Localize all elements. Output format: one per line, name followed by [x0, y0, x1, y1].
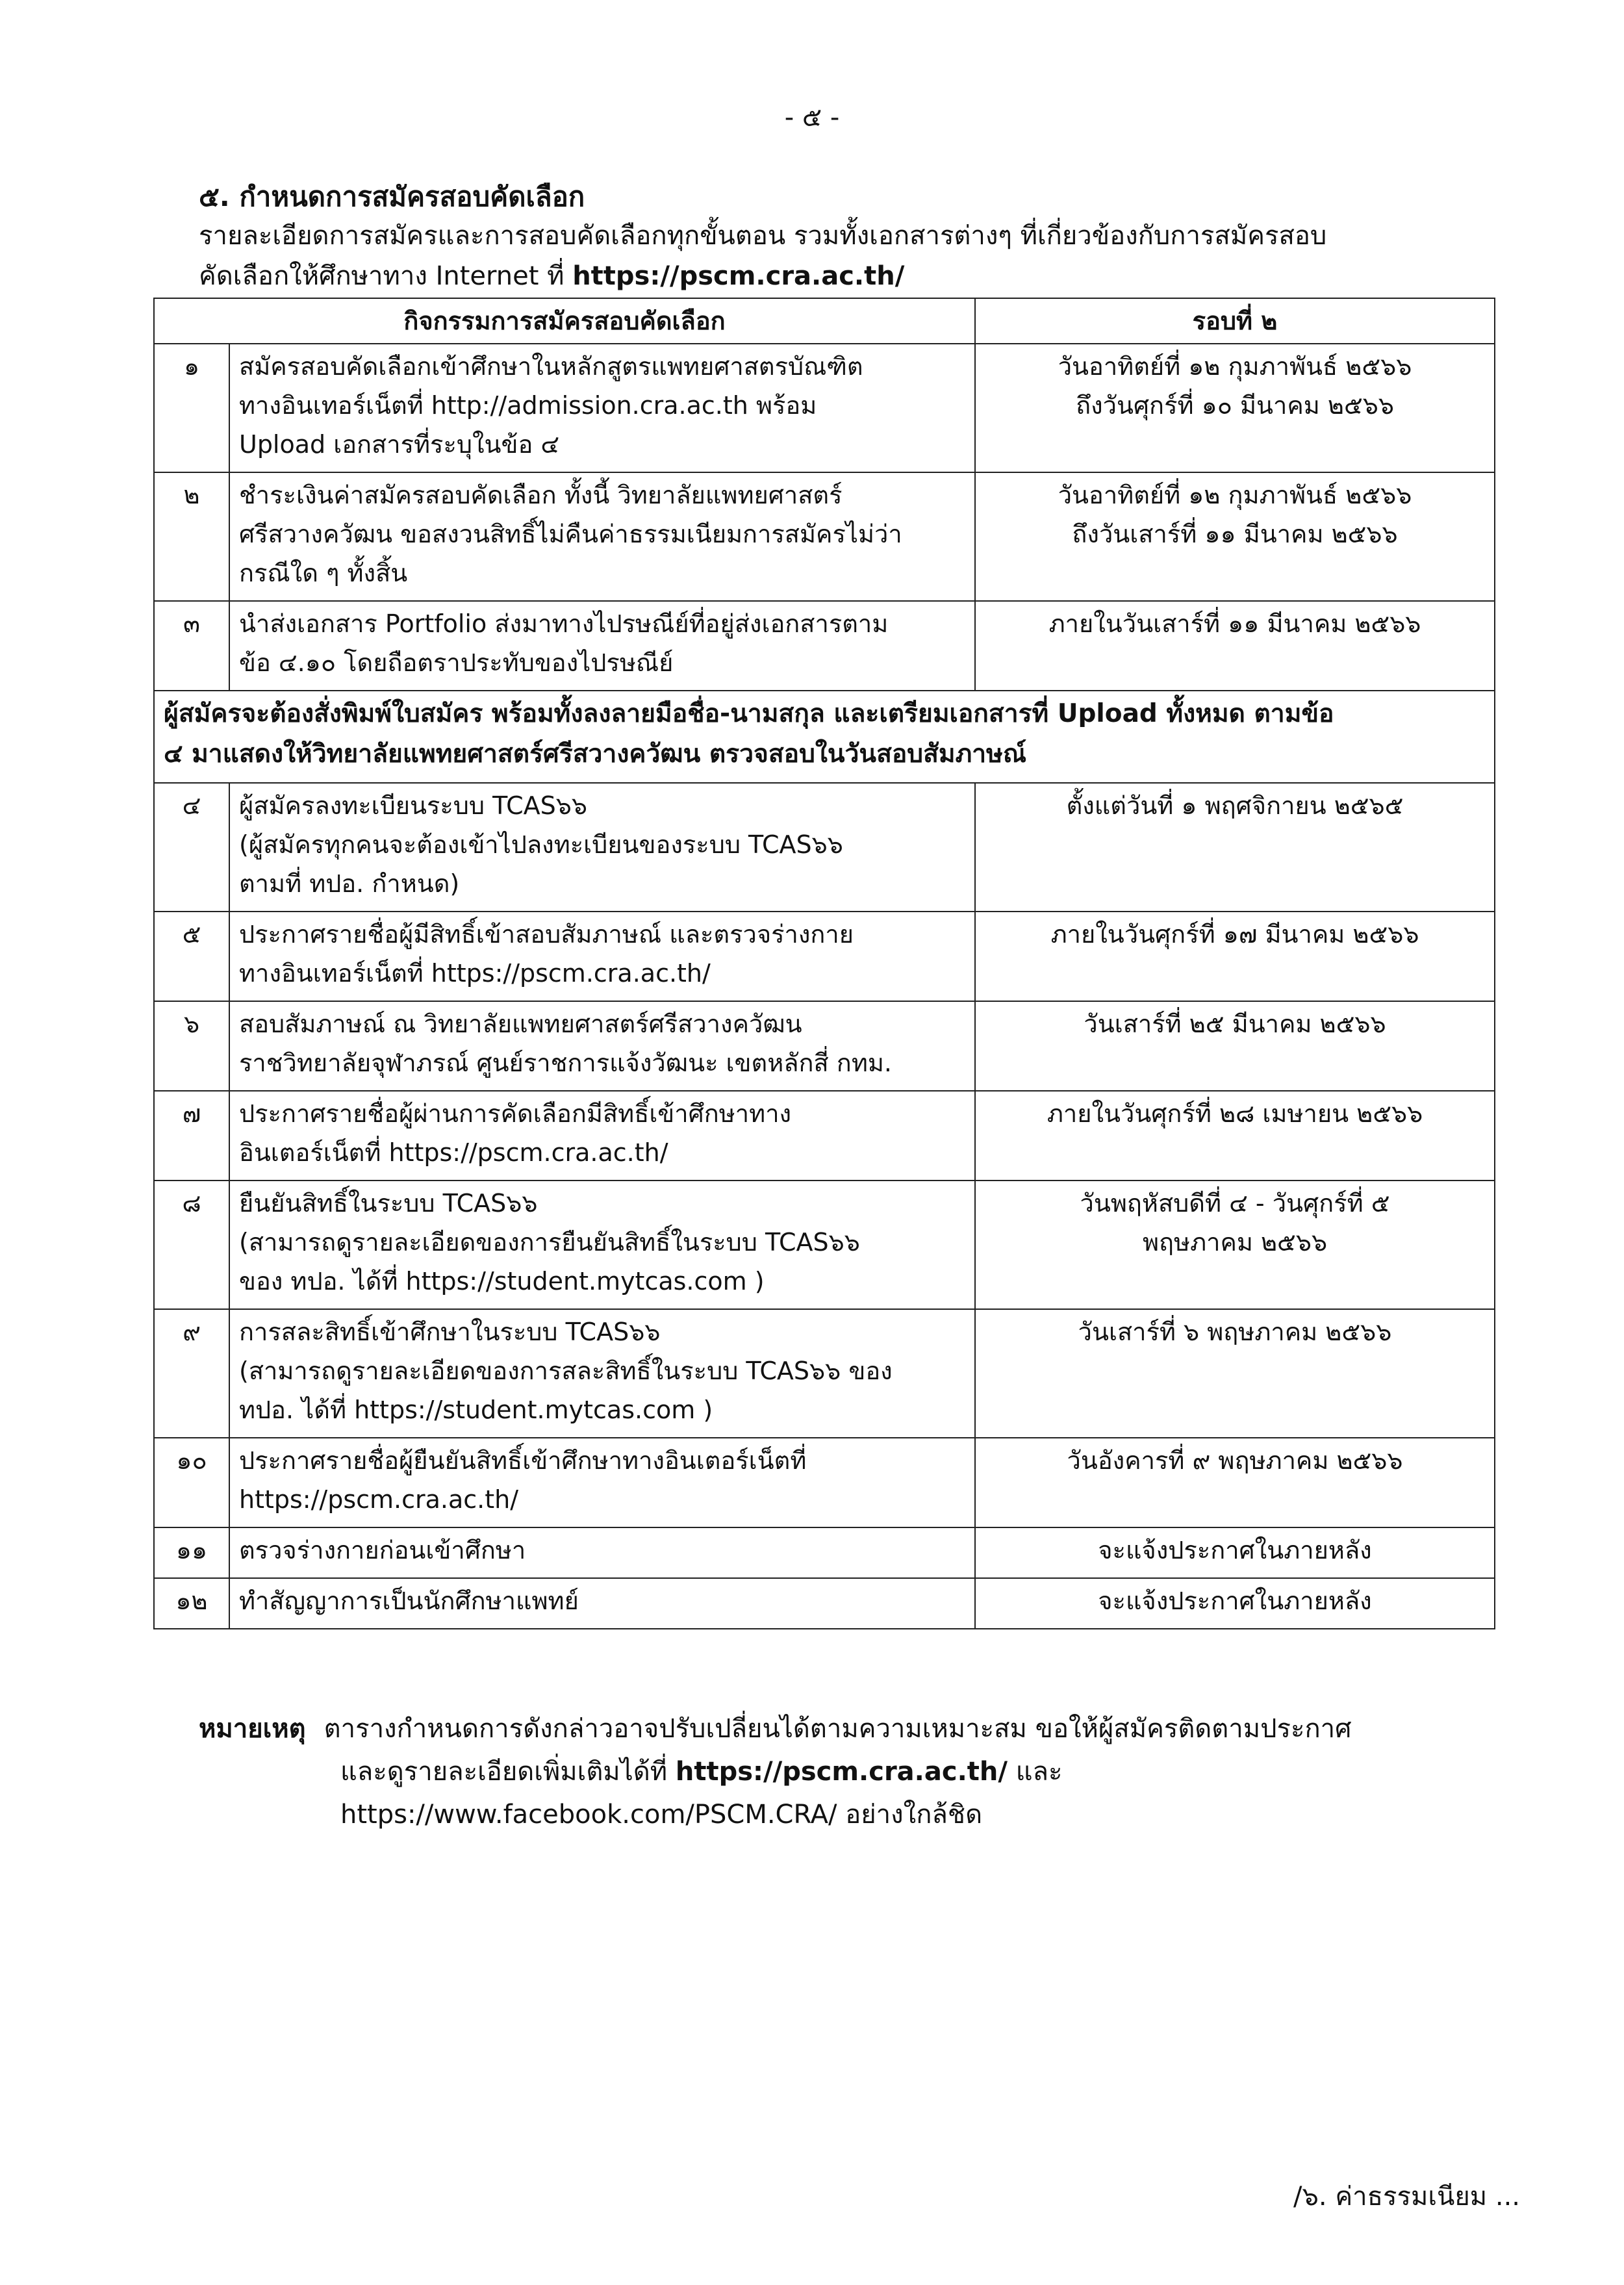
section-intro-line2: [199, 255, 904, 296]
activity-line: ศรีสวางควัฒน ขอสงวนสิทธิ์ไม่คืนค่าธรรมเนียมการสมัครไม่ว่า: [239, 520, 902, 548]
row-number: ๑๐: [154, 1438, 229, 1527]
page-footer: /๖. ค่าธรรมเนียม ...: [1293, 2182, 1520, 2212]
activity-line: การสละสิทธิ์เข้าศึกษาในระบบ TCAS๖๖: [239, 1318, 661, 1346]
date-line: จะแจ้งประกาศในภายหลัง: [1098, 1536, 1372, 1564]
activity-cell: [229, 1527, 975, 1578]
notice-cell: [154, 691, 1495, 783]
row-number: ๘: [154, 1181, 229, 1309]
page-number: - ๕ -: [784, 103, 840, 133]
table-row: [154, 912, 1495, 1001]
header-activity: กิจกรรมการสมัครสอบคัดเลือก: [154, 298, 975, 344]
note-label: หมายเหตุ: [199, 1714, 306, 1744]
row-number: ๑๒: [154, 1578, 229, 1629]
date-cell: [975, 1309, 1495, 1438]
activity-cell: [229, 601, 975, 691]
intro-url-link[interactable]: https://pscm.cra.ac.th/: [572, 261, 905, 291]
note-text2: และดูรายละเอียดเพิ่มเติมได้ที่: [340, 1757, 676, 1787]
activity-line: ยืนยันสิทธิ์ในระบบ TCAS๖๖: [239, 1189, 538, 1218]
table-row: [154, 1309, 1495, 1438]
table-row: [154, 601, 1495, 691]
row-number: ๖: [154, 1001, 229, 1091]
activity-line: ทำสัญญาการเป็นนักศึกษาแพทย์: [239, 1587, 579, 1615]
activity-line: https://pscm.cra.ac.th/: [239, 1485, 519, 1514]
row-number: ๑: [154, 344, 229, 472]
activity-line: อินเตอร์เน็ตที่ https://pscm.cra.ac.th/: [239, 1138, 668, 1167]
activity-line: ชำระเงินค่าสมัครสอบคัดเลือก ทั้งนี้ วิทยาลัยแพทยศาสตร์: [239, 481, 843, 509]
date-cell: [975, 783, 1495, 912]
note-line3[interactable]: https://www.facebook.com/PSCM.CRA/ อย่างใกล้ชิด: [340, 1800, 983, 1830]
note-text2-post: และ: [1007, 1757, 1063, 1787]
date-cell: [975, 1438, 1495, 1527]
table-row: [154, 1001, 1495, 1091]
activity-line: กรณีใด ๆ ทั้งสิ้น: [239, 559, 408, 587]
date-line: ตั้งแต่วันที่ ๑ พฤศจิกายน ๒๕๖๕: [1066, 791, 1404, 820]
activity-line: Upload เอกสารที่ระบุในข้อ ๔: [239, 430, 560, 459]
date-line: ภายในวันเสาร์ที่ ๑๑ มีนาคม ๒๕๖๖: [1048, 609, 1421, 638]
activity-cell: [229, 912, 975, 1001]
activity-cell: [229, 1578, 975, 1629]
activity-cell: [229, 472, 975, 601]
schedule-table: [153, 298, 1495, 1629]
date-line: จะแจ้งประกาศในภายหลัง: [1098, 1587, 1372, 1615]
activity-line: ประกาศรายชื่อผู้มีสิทธิ์เข้าสอบสัมภาษณ์ และตรวจร่างกาย: [239, 920, 854, 949]
activity-cell: [229, 1091, 975, 1181]
date-cell: [975, 1578, 1495, 1629]
date-line: พฤษภาคม ๒๕๖๖: [1142, 1228, 1328, 1257]
activity-line: ทปอ. ได้ที่ https://student.mytcas.com ): [239, 1396, 713, 1424]
activity-line: ผู้สมัครลงทะเบียนระบบ TCAS๖๖: [239, 791, 588, 820]
date-line: วันอังคารที่ ๙ พฤษภาคม ๒๕๖๖: [1067, 1446, 1403, 1475]
activity-line: ประกาศรายชื่อผู้ยืนยันสิทธิ์เข้าศึกษาทางอินเตอร์เน็ตที่: [239, 1446, 807, 1475]
activity-line: (ผู้สมัครทุกคนจะต้องเข้าไปลงทะเบียนของระบบ TCAS๖๖: [239, 830, 843, 859]
date-line: วันพฤหัสบดีที่ ๔ - วันศุกร์ที่ ๕: [1080, 1189, 1390, 1218]
schedule-rows-b: [154, 783, 1495, 1629]
schedule-rows-a: [154, 344, 1495, 691]
table-row: [154, 472, 1495, 601]
activity-cell: [229, 1001, 975, 1091]
table-row: [154, 1091, 1495, 1181]
activity-line: ประกาศรายชื่อผู้ผ่านการคัดเลือกมีสิทธิ์เข้าศึกษาทาง: [239, 1099, 792, 1128]
date-line: ภายในวันศุกร์ที่ ๒๘ เมษายน ๒๕๖๖: [1047, 1099, 1423, 1128]
date-line: วันเสาร์ที่ ๒๕ มีนาคม ๒๕๖๖: [1084, 1010, 1386, 1038]
note-line2: [199, 1750, 1352, 1793]
notice-line: ผู้สมัครจะต้องสั่งพิมพ์ใบสมัคร พร้อมทั้งลงลายมือชื่อ-นามสกุล และเตรียมเอกสารที่ Upload ทั้งหมด ตามข้อ: [164, 699, 1334, 728]
table-row: [154, 1527, 1495, 1578]
table-row: [154, 344, 1495, 472]
notice-line: ๔ มาแสดงให้วิทยาลัยแพทยศาสตร์ศรีสวางควัฒน ตรวจสอบในวันสอบสัมภาษณ์: [164, 739, 1027, 769]
activity-cell: [229, 1309, 975, 1438]
date-cell: [975, 1181, 1495, 1309]
table-row: [154, 1438, 1495, 1527]
date-cell: [975, 1091, 1495, 1181]
date-cell: [975, 912, 1495, 1001]
activity-line: (สามารถดูรายละเอียดของการสละสิทธิ์ในระบบ TCAS๖๖ ของ: [239, 1357, 893, 1385]
table-row: [154, 1578, 1495, 1629]
row-number: ๕: [154, 912, 229, 1001]
table-row: [154, 783, 1495, 912]
date-line: วันอาทิตย์ที่ ๑๒ กุมภาพันธ์ ๒๕๖๖: [1058, 481, 1412, 509]
activity-line: ทางอินเทอร์เน็ตที่ https://pscm.cra.ac.th/: [239, 959, 711, 988]
activity-line: ของ ทปอ. ได้ที่ https://student.mytcas.com ): [239, 1267, 765, 1296]
row-number: ๑๑: [154, 1527, 229, 1578]
row-number: ๒: [154, 472, 229, 601]
note-url-link[interactable]: https://pscm.cra.ac.th/: [675, 1757, 1008, 1787]
activity-line: สมัครสอบคัดเลือกเข้าศึกษาในหลักสูตรแพทยศาสตรบัณฑิต: [239, 352, 863, 381]
note-line1: [199, 1707, 1352, 1750]
notice-row: [154, 691, 1495, 783]
activity-line: ตามที่ ทปอ. กำหนด): [239, 869, 460, 898]
date-cell: [975, 472, 1495, 601]
row-number: ๗: [154, 1091, 229, 1181]
date-line: ถึงวันศุกร์ที่ ๑๐ มีนาคม ๒๕๖๖: [1076, 391, 1394, 420]
activity-cell: [229, 1181, 975, 1309]
note-text1: ตารางกำหนดการดังกล่าวอาจปรับเปลี่ยนได้ตามความเหมาะสม ขอให้ผู้สมัครติดตามประกาศ: [324, 1714, 1352, 1744]
section-heading: ๕. กำหนดการสมัครสอบคัดเลือก: [199, 181, 585, 212]
intro-text: คัดเลือกให้ศึกษาทาง Internet ที่: [199, 261, 573, 291]
date-cell: [975, 1527, 1495, 1578]
note-block: [199, 1707, 1352, 1836]
activity-line: (สามารถดูรายละเอียดของการยืนยันสิทธิ์ในระบบ TCAS๖๖: [239, 1228, 860, 1257]
activity-line: ตรวจร่างกายก่อนเข้าศึกษา: [239, 1536, 526, 1564]
row-number: ๔: [154, 783, 229, 912]
table-row: [154, 1181, 1495, 1309]
activity-line: สอบสัมภาษณ์ ณ วิทยาลัยแพทยศาสตร์ศรีสวางควัฒน: [239, 1010, 802, 1038]
date-line: ถึงวันเสาร์ที่ ๑๑ มีนาคม ๒๕๖๖: [1072, 520, 1398, 548]
activity-cell: [229, 1438, 975, 1527]
activity-cell: [229, 783, 975, 912]
header-round: รอบที่ ๒: [975, 298, 1495, 344]
date-line: วันเสาร์ที่ ๖ พฤษภาคม ๒๕๖๖: [1078, 1318, 1392, 1346]
activity-cell: [229, 344, 975, 472]
date-cell: [975, 344, 1495, 472]
row-number: ๙: [154, 1309, 229, 1438]
activity-line: ราชวิทยาลัยจุฬาภรณ์ ศูนย์ราชการแจ้งวัฒนะ เขตหลักสี่ กทม.: [239, 1049, 892, 1077]
date-line: วันอาทิตย์ที่ ๑๒ กุมภาพันธ์ ๒๕๖๖: [1058, 352, 1412, 381]
date-cell: [975, 1001, 1495, 1091]
date-cell: [975, 601, 1495, 691]
row-number: ๓: [154, 601, 229, 691]
section-intro-line1: รายละเอียดการสมัครและการสอบคัดเลือกทุกขั้นตอน รวมทั้งเอกสารต่างๆ ที่เกี่ยวข้องกับการสมัครสอบ: [199, 221, 1327, 251]
date-line: ภายในวันศุกร์ที่ ๑๗ มีนาคม ๒๕๖๖: [1050, 920, 1419, 949]
activity-line: ข้อ ๔.๑๐ โดยถือตราประทับของไปรษณีย์: [239, 648, 674, 677]
activity-line: นำส่งเอกสาร Portfolio ส่งมาทางไปรษณีย์ที่อยู่ส่งเอกสารตาม: [239, 609, 889, 638]
table-header-row: [154, 298, 1495, 344]
activity-line: ทางอินเทอร์เน็ตที่ http://admission.cra.ac.th พร้อม: [239, 391, 817, 420]
